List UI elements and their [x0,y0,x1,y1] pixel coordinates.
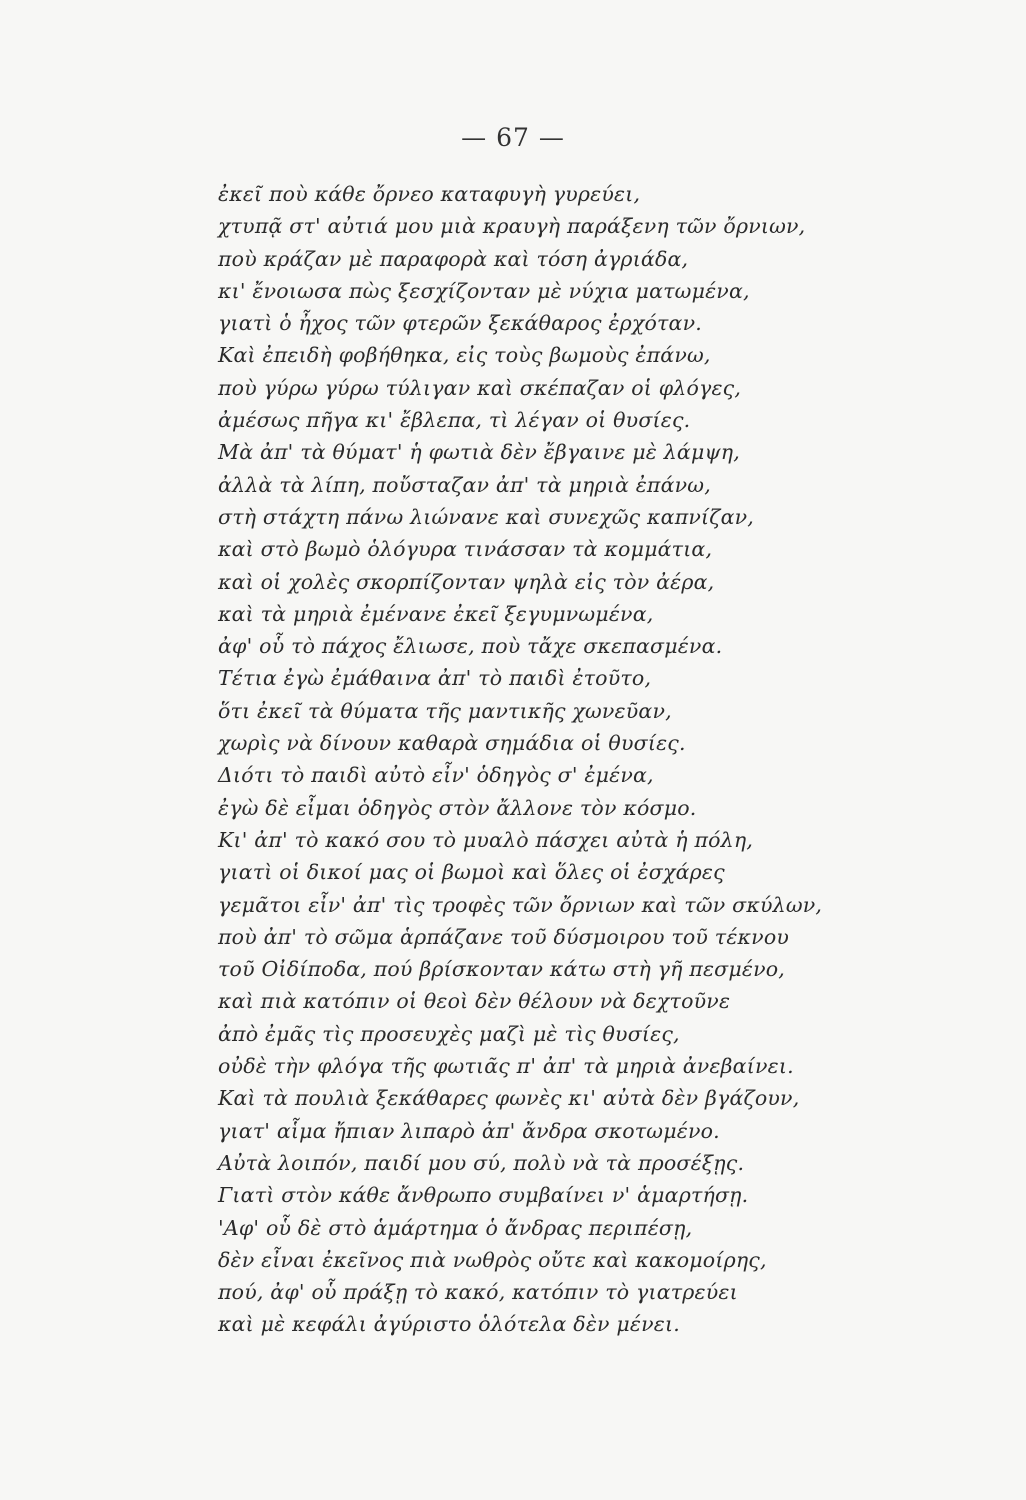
poem-line: ποὺ ἀπ' τὸ σῶμα ἁρπάζανε τοῦ δύσμοιρου τοῦ τέκνου [218,924,790,949]
poem-line: 'Αφ' οὗ δὲ στὸ ἁμάρτημα ὁ ἄνδρας περιπέσῃ, [218,1215,693,1240]
poem-line: Τέτια ἐγὼ ἐμάθαινα ἀπ' τὸ παιδὶ ἐτοῦτο, [218,666,652,691]
poem-line: καὶ πιὰ κατόπιν οἱ θεοὶ δὲν θέλουν νὰ δεχτοῦνε [218,989,731,1014]
poem-line: κι' ἔνοιωσα πὼς ξεσχίζονταν μὲ νύχια ματωμένα, [218,278,750,303]
poem-line: ἀμέσως πῆγα κι' ἔβλεπα, τὶ λέγαν οἱ θυσίες. [218,408,691,433]
poem-text [218,178,858,1341]
poem-line: τοῦ Οἰδίποδα, πού βρίσκονταν κάτω στὴ γῆ πεσμένο, [218,957,786,982]
poem-line: χτυπᾷ στ' αὐτιά μου μιὰ κραυγὴ παράξενη τῶν ὄρνιων, [218,214,806,239]
poem-line: γιατὶ ὁ ἦχος τῶν φτερῶν ξεκάθαρος ἐρχόταν. [218,311,702,336]
poem-line: καὶ μὲ κεφάλι ἀγύριστο ὁλότελα δὲν μένει. [218,1312,680,1337]
poem-line: ποὺ γύρω γύρω τύλιγαν καὶ σκέπαζαν οἱ φλόγες, [218,375,742,400]
poem-line: στὴ στάχτη πάνω λιώνανε καὶ συνεχῶς καπνίζαν, [218,504,755,529]
poem-line: Μὰ ἀπ' τὰ θύματ' ἡ φωτιὰ δὲν ἔβγαινε μὲ λάμψη, [218,440,740,465]
poem-line: Κι' ἀπ' τὸ κακό σου τὸ μυαλὸ πάσχει αὐτὰ ἡ πόλη, [218,827,754,852]
poem-line: Γιατὶ στὸν κάθε ἄνθρωπο συμβαίνει ν' ἁμαρτήσῃ. [218,1183,749,1208]
poem-line: ἐκεῖ ποὺ κάθε ὄρνεο καταφυγὴ γυρεύει, [218,182,641,206]
page-number: — 67 — [461,123,565,152]
poem-line: πού, ἀφ' οὗ πράξῃ τὸ κακό, κατόπιν τὸ γιατρεύει [218,1280,738,1305]
poem-line: καὶ στὸ βωμὸ ὁλόγυρα τινάσσαν τὰ κομμάτια, [218,537,713,562]
poem-line: ποὺ κράζαν μὲ παραφορὰ καὶ τόση ἀγριάδα, [218,246,689,271]
poem-line: Αὐτὰ λοιπόν, παιδί μου σύ, πολὺ νὰ τὰ προσέξῃς. [218,1150,745,1175]
poem-line: ἀπὸ ἐμᾶς τὶς προσευχὲς μαζὶ μὲ τὶς θυσίες, [218,1021,680,1046]
poem-line: γιατὶ οἱ δικοί μας οἱ βωμοὶ καὶ ὅλες οἱ ἐσχάρες [218,860,725,885]
poem-line: Καὶ τὰ πουλιὰ ξεκάθαρες φωνὲς κι' αὐτὰ δὲν βγάζουν, [218,1086,800,1111]
poem-line: ἐγὼ δὲ εἶμαι ὁδηγὸς στὸν ἄλλονε τὸν κόσμο. [218,795,697,820]
poem-line: καὶ οἱ χολὲς σκορπίζονταν ψηλὰ εἰς τὸν ἀέρα, [218,569,715,594]
poem-line: Διότι τὸ παιδὶ αὐτὸ εἶν' ὁδηγὸς σ' ἐμένα, [218,763,654,788]
poem-line: ὅτι ἐκεῖ τὰ θύματα τῆς μαντικῆς χωνεῦαν, [218,698,672,723]
poem-line: ἀφ' οὗ τὸ πάχος ἔλιωσε, ποὺ τἄχε σκεπασμένα. [218,634,723,659]
poem-line: ἀλλὰ τὰ λίπη, ποὔσταζαν ἀπ' τὰ μηριὰ ἐπάνω, [218,472,711,497]
poem-line: γεμᾶτοι εἶν' ἀπ' τὶς τροφὲς τῶν ὄρνιων καὶ τῶν σκύλων, [218,892,823,917]
poem-line: γιατ' αἷμα ἤπιαν λιπαρὸ ἀπ' ἄνδρα σκοτωμένο. [218,1118,720,1143]
poem-line: χωρὶς νὰ δίνουν καθαρὰ σημάδια οἱ θυσίες. [218,731,686,756]
poem-line: Καὶ ἐπειδὴ φοβήθηκα, εἰς τοὺς βωμοὺς ἐπάνω, [218,343,711,368]
poem-line: καὶ τὰ μηριὰ ἐμένανε ἐκεῖ ξεγυμνωμένα, [218,601,654,626]
poem-line: δὲν εἶναι ἐκεῖνος πιὰ νωθρὸς οὔτε καὶ κακομοίρης, [218,1247,767,1272]
poem-line: οὐδὲ τὴν φλόγα τῆς φωτιᾶς π' ἀπ' τὰ μηριὰ ἀνεβαίνει. [218,1054,794,1079]
